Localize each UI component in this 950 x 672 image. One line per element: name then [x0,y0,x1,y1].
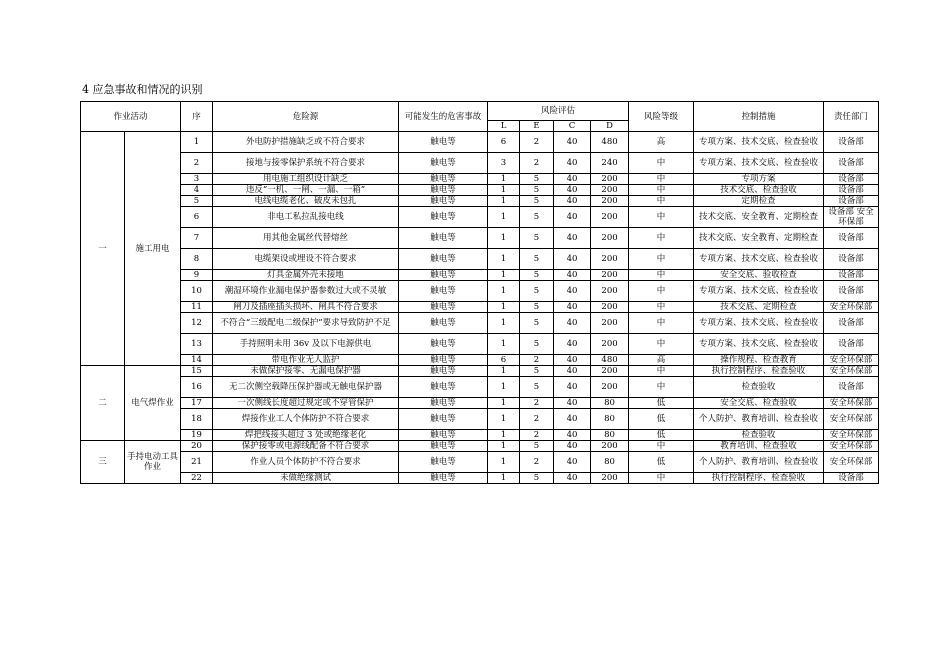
col-seq: 序 [181,102,213,132]
cell-hazard: 外电防护措施缺乏或不符合要求 [213,132,399,153]
cell-l: 1 [488,185,520,196]
cell-measures: 安全交底、检查验收 [694,398,824,409]
cell-e: 2 [520,398,554,409]
cell-seq: 22 [181,473,213,484]
cell-level: 中 [629,377,694,398]
cell-e: 5 [520,196,554,207]
cell-e: 5 [520,334,554,355]
cell-hazard: 保护接零或电源线配备不符合要求 [213,441,399,452]
table-row [81,174,879,185]
cell-accident: 触电等 [399,377,488,398]
cell-d: 200 [591,228,629,249]
cell-dept: 安全环保部 [824,366,879,377]
table-row [81,473,879,484]
cell-seq: 15 [181,366,213,377]
cell-seq: 12 [181,313,213,334]
cell-d: 200 [591,473,629,484]
header-row [81,102,879,121]
cell-level: 低 [629,430,694,441]
cell-dept: 安全环保部 [824,355,879,366]
table-row [81,207,879,228]
group-number: 一 [81,132,125,366]
cell-d: 240 [591,153,629,174]
cell-level: 低 [629,409,694,430]
cell-measures: 个人防护、教育培训、检查验收 [694,452,824,473]
cell-hazard: 一次侧线长度超过规定或不穿管保护 [213,398,399,409]
cell-c: 40 [554,196,591,207]
cell-measures: 专项方案、技术交底、检查验收 [694,132,824,153]
cell-l: 1 [488,313,520,334]
cell-l: 3 [488,153,520,174]
table-row [81,153,879,174]
cell-l: 1 [488,302,520,313]
cell-hazard: 接地与接零保护系统不符合要求 [213,153,399,174]
cell-seq: 2 [181,153,213,174]
cell-accident: 触电等 [399,132,488,153]
cell-measures: 专项方案、技术交底、检查验收 [694,313,824,334]
cell-dept: 设备部 [824,473,879,484]
cell-level: 低 [629,398,694,409]
cell-hazard: 未做绝缘测试 [213,473,399,484]
cell-measures: 专项方案、技术交底、检查验收 [694,334,824,355]
cell-level: 中 [629,366,694,377]
cell-measures: 专项方案 [694,174,824,185]
cell-measures: 技术交底、定期检查 [694,302,824,313]
cell-seq: 3 [181,174,213,185]
cell-hazard: 用其他金属丝代替熔丝 [213,228,399,249]
cell-seq: 17 [181,398,213,409]
col-hazard: 危险源 [213,102,399,132]
cell-accident: 触电等 [399,249,488,270]
col-level: 风险等级 [629,102,694,132]
cell-e: 5 [520,270,554,281]
cell-level: 中 [629,313,694,334]
cell-d: 200 [591,185,629,196]
cell-dept: 安全环保部 [824,441,879,452]
cell-d: 200 [591,366,629,377]
cell-accident: 触电等 [399,430,488,441]
cell-level: 中 [629,153,694,174]
cell-dept: 安全环保部 [824,409,879,430]
cell-d: 200 [591,249,629,270]
cell-measures: 专项方案、技术交底、检查验收 [694,249,824,270]
cell-c: 40 [554,441,591,452]
cell-d: 200 [591,281,629,302]
cell-c: 40 [554,409,591,430]
table-row [81,366,879,377]
table-row [81,132,879,153]
col-l: L [488,121,520,132]
cell-accident: 触电等 [399,228,488,249]
table-row [81,441,879,452]
cell-measures: 执行控制程序、检查验收 [694,473,824,484]
group-name: 施工用电 [125,132,181,366]
cell-c: 40 [554,281,591,302]
cell-d: 480 [591,132,629,153]
cell-dept: 设备部 [824,185,879,196]
cell-measures: 执行控制程序、检查验收 [694,366,824,377]
cell-dept: 设备部 [824,196,879,207]
cell-l: 1 [488,228,520,249]
cell-dept: 设备部 [824,281,879,302]
cell-l: 1 [488,452,520,473]
cell-seq: 10 [181,281,213,302]
group-name: 电气焊作业 [125,366,181,441]
table-row [81,228,879,249]
col-c: C [554,121,591,132]
cell-c: 40 [554,249,591,270]
cell-level: 高 [629,355,694,366]
table-row [81,409,879,430]
cell-hazard: 不符合“三级配电二级保护”要求导致防护不足 [213,313,399,334]
cell-seq: 14 [181,355,213,366]
cell-level: 中 [629,302,694,313]
cell-l: 1 [488,441,520,452]
cell-level: 中 [629,270,694,281]
cell-hazard: 灯具金属外壳未接地 [213,270,399,281]
group-number: 二 [81,366,125,441]
cell-seq: 20 [181,441,213,452]
cell-measures: 教育培训、检查验收 [694,441,824,452]
cell-accident: 触电等 [399,270,488,281]
cell-seq: 1 [181,132,213,153]
cell-dept: 设备部 安全环保部 [824,207,879,228]
cell-e: 2 [520,132,554,153]
cell-accident: 触电等 [399,207,488,228]
cell-hazard: 电线电缆老化、破皮未包扎 [213,196,399,207]
cell-c: 40 [554,398,591,409]
cell-dept: 设备部 [824,228,879,249]
cell-l: 1 [488,473,520,484]
cell-level: 中 [629,249,694,270]
cell-d: 200 [591,174,629,185]
table-row [81,313,879,334]
cell-accident: 触电等 [399,281,488,302]
cell-accident: 触电等 [399,473,488,484]
cell-c: 40 [554,430,591,441]
cell-d: 80 [591,452,629,473]
cell-e: 2 [520,153,554,174]
cell-e: 5 [520,281,554,302]
cell-d: 200 [591,196,629,207]
cell-e: 2 [520,409,554,430]
section-heading: 4 应急事故和情况的识别 [82,83,203,96]
cell-level: 中 [629,196,694,207]
cell-e: 5 [520,366,554,377]
cell-level: 中 [629,441,694,452]
cell-c: 40 [554,452,591,473]
cell-d: 200 [591,313,629,334]
cell-hazard: 手持照明未用 36v 及以下电源供电 [213,334,399,355]
cell-l: 1 [488,398,520,409]
cell-c: 40 [554,366,591,377]
cell-seq: 16 [181,377,213,398]
cell-measures: 定期检查 [694,196,824,207]
table-row [81,302,879,313]
table-row [81,355,879,366]
cell-accident: 触电等 [399,355,488,366]
table-row [81,270,879,281]
table-row [81,196,879,207]
cell-dept: 设备部 [824,313,879,334]
cell-level: 低 [629,452,694,473]
col-e: E [520,121,554,132]
table-body [81,132,879,484]
cell-d: 200 [591,334,629,355]
cell-d: 80 [591,430,629,441]
cell-level: 中 [629,228,694,249]
cell-l: 6 [488,132,520,153]
cell-d: 480 [591,355,629,366]
cell-level: 中 [629,281,694,302]
cell-seq: 13 [181,334,213,355]
cell-c: 40 [554,355,591,366]
cell-c: 40 [554,334,591,355]
cell-measures: 技术交底、检查验收 [694,185,824,196]
cell-hazard: 违反“一机、一闸、一漏、一箱” [213,185,399,196]
cell-accident: 触电等 [399,334,488,355]
table-row [81,430,879,441]
col-measures: 控制措施 [694,102,824,132]
cell-dept: 安全环保部 [824,430,879,441]
cell-e: 5 [520,313,554,334]
cell-d: 200 [591,441,629,452]
cell-hazard: 无二次侧空载降压保护器或无触电保护器 [213,377,399,398]
cell-l: 1 [488,430,520,441]
cell-e: 5 [520,441,554,452]
cell-seq: 8 [181,249,213,270]
cell-e: 5 [520,377,554,398]
col-d: D [591,121,629,132]
cell-level: 中 [629,473,694,484]
cell-c: 40 [554,377,591,398]
cell-accident: 触电等 [399,313,488,334]
cell-seq: 19 [181,430,213,441]
cell-level: 中 [629,185,694,196]
cell-e: 5 [520,249,554,270]
cell-l: 1 [488,409,520,430]
col-accident: 可能发生的危害事故 [399,102,488,132]
group-name: 手持电动工具作业 [125,441,181,484]
cell-c: 40 [554,473,591,484]
cell-hazard: 非电工私拉乱接电线 [213,207,399,228]
cell-measures: 技术交底、安全教育、定期检查 [694,207,824,228]
cell-accident: 触电等 [399,366,488,377]
table-row [81,334,879,355]
cell-measures: 个人防护、教育培训、检查验收 [694,409,824,430]
cell-seq: 18 [181,409,213,430]
risk-table [80,101,879,484]
cell-e: 5 [520,473,554,484]
table-row [81,398,879,409]
cell-d: 80 [591,398,629,409]
cell-dept: 设备部 [824,377,879,398]
cell-hazard: 电缆架设或埋设不符合要求 [213,249,399,270]
cell-dept: 安全环保部 [824,398,879,409]
col-activity: 作业活动 [81,102,181,132]
cell-c: 40 [554,185,591,196]
cell-seq: 7 [181,228,213,249]
cell-measures: 操作规程、检查教育 [694,355,824,366]
cell-dept: 设备部 [824,270,879,281]
cell-accident: 触电等 [399,196,488,207]
table-row [81,377,879,398]
cell-measures: 安全交底、验收检查 [694,270,824,281]
cell-e: 5 [520,302,554,313]
cell-d: 200 [591,270,629,281]
cell-hazard: 潮湿环境作业漏电保护器参数过大或不灵敏 [213,281,399,302]
cell-dept: 设备部 [824,334,879,355]
cell-d: 200 [591,377,629,398]
cell-c: 40 [554,132,591,153]
cell-c: 40 [554,153,591,174]
cell-accident: 触电等 [399,398,488,409]
cell-c: 40 [554,302,591,313]
cell-e: 2 [520,355,554,366]
cell-hazard: 未做保护接零、无漏电保护器 [213,366,399,377]
cell-seq: 21 [181,452,213,473]
cell-dept: 设备部 [824,249,879,270]
cell-e: 5 [520,174,554,185]
cell-seq: 5 [181,196,213,207]
cell-l: 1 [488,366,520,377]
cell-dept: 安全环保部 [824,302,879,313]
cell-measures: 技术交底、安全教育、定期检查 [694,228,824,249]
cell-accident: 触电等 [399,409,488,430]
cell-hazard: 焊接作业工人个体防护不符合要求 [213,409,399,430]
cell-dept: 设备部 [824,153,879,174]
cell-l: 1 [488,377,520,398]
cell-d: 200 [591,207,629,228]
cell-e: 5 [520,228,554,249]
cell-c: 40 [554,174,591,185]
col-risk-eval: 风险评估 [488,102,629,121]
cell-level: 中 [629,174,694,185]
table-row [81,452,879,473]
cell-l: 1 [488,207,520,228]
cell-hazard: 用电施工组织设计缺乏 [213,174,399,185]
cell-e: 2 [520,430,554,441]
cell-d: 200 [591,302,629,313]
cell-seq: 4 [181,185,213,196]
cell-l: 1 [488,270,520,281]
cell-hazard: 带电作业无人监护 [213,355,399,366]
cell-c: 40 [554,207,591,228]
cell-l: 1 [488,174,520,185]
cell-level: 中 [629,334,694,355]
cell-c: 40 [554,313,591,334]
cell-d: 80 [591,409,629,430]
cell-measures: 专项方案、技术交底、检查验收 [694,153,824,174]
cell-accident: 触电等 [399,452,488,473]
cell-dept: 安全环保部 [824,452,879,473]
cell-measures: 专项方案、技术交底、检查验收 [694,281,824,302]
cell-hazard: 作业人员个体防护不符合要求 [213,452,399,473]
cell-accident: 触电等 [399,441,488,452]
cell-e: 2 [520,452,554,473]
cell-measures: 检查验收 [694,377,824,398]
cell-hazard: 焊把线接头超过 3 处或绝缘老化 [213,430,399,441]
group-number: 三 [81,441,125,484]
cell-seq: 6 [181,207,213,228]
table-row [81,185,879,196]
cell-seq: 11 [181,302,213,313]
table-row [81,281,879,302]
cell-l: 6 [488,355,520,366]
cell-accident: 触电等 [399,153,488,174]
cell-l: 1 [488,196,520,207]
table-row [81,249,879,270]
cell-e: 5 [520,185,554,196]
cell-seq: 9 [181,270,213,281]
cell-c: 40 [554,270,591,281]
cell-measures: 检查验收 [694,430,824,441]
cell-l: 1 [488,334,520,355]
cell-level: 高 [629,132,694,153]
cell-level: 中 [629,207,694,228]
cell-hazard: 闸刀及插座插头损坏、闸具不符合要求 [213,302,399,313]
cell-c: 40 [554,228,591,249]
cell-accident: 触电等 [399,302,488,313]
col-dept: 责任部门 [824,102,879,132]
cell-l: 1 [488,249,520,270]
cell-accident: 触电等 [399,174,488,185]
cell-l: 1 [488,281,520,302]
cell-accident: 触电等 [399,185,488,196]
cell-dept: 设备部 [824,174,879,185]
cell-e: 5 [520,207,554,228]
cell-dept: 设备部 [824,132,879,153]
